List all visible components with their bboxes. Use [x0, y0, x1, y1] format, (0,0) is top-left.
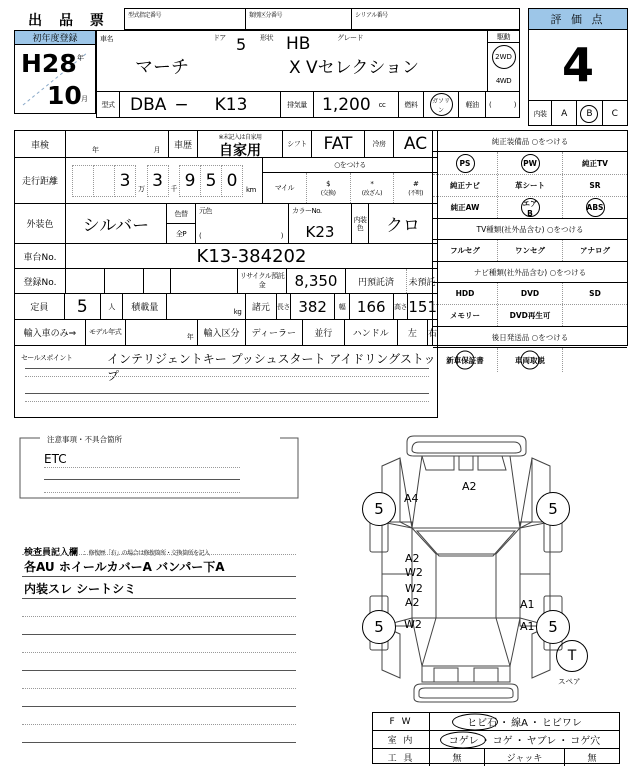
mileage-marks-note: ○をつける	[263, 158, 437, 173]
length-label: 長さ	[277, 294, 292, 319]
equip-hdd[interactable]: HDD	[433, 283, 498, 304]
damage-mark-2: A2	[405, 552, 420, 565]
mileage-man-unit: 万	[138, 185, 145, 193]
bottom-condition-table	[372, 712, 620, 764]
model-code: K13	[214, 94, 248, 115]
vehicle-name-label: 車名	[100, 35, 113, 43]
displacement-label: 排気量	[281, 92, 314, 117]
load-value-cell[interactable]	[167, 294, 246, 319]
mileage-sen-unit: 千	[170, 185, 177, 193]
equip-abs-circle: ABS	[586, 198, 605, 217]
tools-opt-2[interactable]: 無	[587, 754, 597, 764]
sales-point-box	[14, 346, 438, 418]
inspection-row	[14, 130, 438, 158]
handle-right[interactable]: 右	[427, 329, 437, 339]
equip-airbag[interactable]	[498, 197, 563, 218]
drive-2wd[interactable]	[488, 43, 519, 70]
capacity-row	[14, 294, 438, 320]
drive-label: 駆動	[488, 31, 519, 43]
damage-mark-8: A1	[520, 620, 535, 633]
interior-row-options[interactable]	[430, 731, 619, 748]
fw-sep-1: ・	[529, 718, 540, 729]
equip-oneseg[interactable]: ワンセグ	[498, 240, 563, 261]
genuine-equipment-title: 純正装備品 ○をつける	[433, 131, 627, 152]
spare-tire-mark: T	[556, 640, 588, 672]
allpaint-label[interactable]: 全P	[175, 229, 187, 238]
shape-label: 形状	[260, 34, 273, 42]
width-value: 166	[350, 294, 394, 319]
equip-sr[interactable]: SR	[589, 181, 601, 190]
equip-owner-manual[interactable]	[498, 348, 563, 372]
mileage-opt-tamper-sym: *	[370, 179, 374, 188]
equip-warranty-book-circle	[456, 351, 475, 370]
recycle-unpaid[interactable]: 未預託	[408, 277, 436, 288]
registration-month-value: 10	[47, 81, 82, 110]
mileage-last-1: 5	[201, 165, 222, 197]
displacement-value: 1,200	[322, 94, 371, 115]
drive-2wd-circle: 2WD	[492, 45, 516, 69]
spec-label: 諸元	[246, 294, 276, 319]
mileage-opt-exchange-sub: (交換)	[320, 189, 336, 197]
grade-b-circle: B	[580, 105, 598, 123]
tools-opt-1[interactable]: ジャッキ	[485, 749, 565, 766]
registration-month-unit: 月	[81, 95, 88, 103]
original-color-close: )	[280, 232, 283, 240]
length-value: 382	[291, 294, 335, 319]
registration-box	[14, 45, 96, 114]
recycle-value: 8,350	[287, 269, 346, 293]
shift-value: FAT	[312, 131, 365, 157]
handle-label: ハンドル	[345, 320, 398, 345]
load-label: 積載量	[123, 294, 167, 319]
registration-label: 初年度登録	[14, 30, 96, 45]
drive-box	[488, 30, 520, 92]
original-color-label: 元色	[199, 207, 212, 215]
mileage-opt-unknown-sym: #	[412, 179, 419, 188]
seats-value: 5	[65, 294, 101, 319]
model-year-value-cell[interactable]	[126, 320, 199, 345]
exterior-color-value: シルバー	[66, 204, 167, 243]
model-prefix: DBA	[130, 94, 167, 115]
inspector-line-1: 内装スレ シートシミ	[24, 582, 137, 596]
grade-b[interactable]	[577, 101, 602, 126]
model-label: 型式	[97, 92, 120, 117]
mileage-opt-mile[interactable]: マイル	[263, 173, 307, 203]
mileage-opt-unknown-sub: (不明)	[408, 189, 423, 197]
history-cell	[198, 131, 283, 157]
equip-genuine-tv[interactable]: 純正TV	[582, 158, 608, 168]
equip-genuine-navi[interactable]: 純正ナビ	[433, 175, 498, 196]
shaken-month-unit: 月	[153, 146, 160, 154]
equip-dvd[interactable]: DVD	[498, 283, 563, 304]
registration-year-value: H28	[21, 49, 77, 78]
door-label: ドア	[213, 34, 226, 42]
import-class-label: 輸入区分	[198, 320, 246, 345]
fw-row-label: F W	[373, 713, 430, 730]
ruibetsu-kubun-cell	[246, 8, 352, 30]
wheel-mark-front-left: 5	[362, 610, 396, 644]
fw-sep-0: ・	[499, 718, 510, 729]
fuel-diesel[interactable]: 軽油	[459, 92, 486, 117]
fuel-other-close: )	[513, 100, 516, 109]
ac-value: AC	[403, 134, 428, 154]
color-no-cell	[289, 204, 352, 243]
shaken-date-cell[interactable]	[66, 131, 169, 157]
exterior-color-label: 外装色	[15, 204, 66, 243]
interior-opt-3: コゲ穴	[570, 736, 601, 747]
fuel-other-open: (	[489, 100, 492, 109]
wheel-mark-rear-left: 5	[362, 492, 396, 526]
inspector-label: 検査員記入欄	[24, 548, 79, 558]
color-no-label: カラーNo.	[292, 207, 322, 215]
interior-color-label: 内装色	[352, 204, 369, 243]
mileage-opt-exchange-sym: $	[326, 179, 331, 188]
import-row	[14, 320, 438, 346]
mileage-opt-unknown[interactable]	[394, 173, 437, 203]
vehicle-name-value: マーチ	[135, 57, 189, 78]
original-color-cell	[196, 204, 289, 243]
car-damage-diagram	[360, 430, 628, 710]
equip-owner-manual-circle	[521, 351, 540, 370]
grade-label: グレード	[337, 34, 363, 42]
tools-opt-0[interactable]: 無	[430, 749, 485, 766]
chassis-label: 車台No.	[15, 244, 66, 268]
spare-tire-label: スペア	[558, 677, 581, 686]
interior-row-label: 室 内	[373, 731, 430, 748]
mileage-last-0: 9	[179, 165, 201, 197]
door-value: 5	[236, 35, 247, 54]
equip-analog[interactable]: アナログ	[580, 246, 610, 255]
equip-warranty-book-label: 新車保証書	[446, 355, 484, 365]
wheel-mark-front-right: 5	[536, 610, 570, 644]
score-box	[528, 8, 628, 126]
repaint-label[interactable]: 色替	[167, 204, 195, 224]
seats-unit: 人	[101, 294, 123, 319]
equip-fullseg[interactable]: フルセグ	[433, 240, 498, 261]
model-year-label: モデル年式	[86, 320, 126, 345]
mileage-digit-1	[94, 165, 115, 197]
equip-ps-circle: PS	[456, 154, 475, 173]
recycle-label: リサイクル預託金	[238, 269, 287, 293]
reg-blank-3[interactable]	[144, 269, 171, 293]
history-value: 自家用	[219, 143, 261, 159]
inspector-line-0: 各AU ホイールカバーA バンパー下A	[24, 560, 225, 574]
mileage-last-2: 0	[222, 165, 243, 197]
equip-pw-circle: PW	[521, 154, 540, 173]
reg-blank-4[interactable]	[171, 269, 238, 293]
seats-label: 定員	[15, 294, 65, 319]
interior-sep-2: ・	[558, 736, 569, 747]
equip-ps[interactable]	[433, 152, 498, 174]
mileage-km-unit: km	[246, 186, 256, 194]
equip-abs[interactable]	[563, 197, 627, 218]
notes-box	[18, 434, 300, 500]
fw-row-options[interactable]	[430, 713, 619, 730]
interior-sep-0: ・	[480, 736, 491, 747]
mileage-opt-tamper-sub: (改ざん)	[361, 189, 382, 197]
interior-sep-1: ・	[514, 736, 525, 747]
mileage-digit-0	[72, 165, 94, 197]
grade-value: X Vセレクション	[289, 58, 419, 78]
inspector-box	[18, 538, 300, 762]
chassis-row	[14, 244, 438, 269]
chassis-value: K13-384202	[196, 245, 307, 267]
vehicle-name-box	[96, 30, 488, 92]
navi-type-title: ナビ種類(社外品含む) ○をつける	[433, 262, 627, 283]
serial-label: シリアル番号	[355, 12, 388, 19]
tools-row-label: 工 具	[373, 749, 430, 766]
serial-cell	[352, 8, 520, 30]
import-parallel[interactable]: 並行	[303, 320, 345, 345]
grade-c[interactable]: C	[611, 108, 618, 119]
interior-color-value: クロ	[386, 216, 420, 236]
mileage-digit-2: 3	[115, 165, 136, 197]
mileage-opt-tamper[interactable]	[351, 173, 395, 203]
shift-label: シフト	[283, 131, 312, 157]
equip-later-blank[interactable]	[563, 348, 627, 372]
equip-warranty-book[interactable]	[433, 348, 498, 372]
damage-mark-0: A4	[404, 492, 419, 505]
registration-no-row	[14, 269, 438, 294]
fuel-gasoline[interactable]	[424, 92, 459, 117]
import-dealer[interactable]: ディーラー	[246, 320, 303, 345]
mileage-sen-digit: 3	[147, 165, 169, 197]
equip-genuine-aw[interactable]: 純正AW	[433, 197, 498, 218]
later-ship-title: 後日発送品 ○をつける	[433, 327, 627, 348]
equipment-panel	[432, 130, 628, 365]
interior-circle-mark	[440, 731, 486, 748]
fw-opt-0: ヒビ石	[467, 718, 498, 729]
registration-year-unit: 年	[77, 54, 84, 62]
reg-blank-1[interactable]	[66, 269, 105, 293]
shaken-year-unit: 年	[92, 146, 99, 154]
ruibetsu-kubun-label: 類別区分番号	[249, 12, 283, 19]
grade-a[interactable]: A	[552, 101, 577, 126]
notes-label: 注意事項・不具合箇所	[44, 434, 125, 445]
sales-point-value: インテリジェントキー プッシュスタート アイドリングストップ	[107, 352, 436, 383]
equip-navi-blank[interactable]	[563, 305, 627, 326]
fuel-gasoline-circle: ガソリン	[430, 93, 453, 116]
equip-dvd-playable[interactable]: DVD再生可	[498, 305, 563, 326]
fw-opt-1: 線A	[511, 718, 528, 729]
displacement-unit: cc	[378, 100, 386, 109]
fw-circle-mark	[452, 713, 498, 730]
drive-4wd[interactable]: 4WD	[495, 77, 512, 85]
mileage-opt-exchange[interactable]	[307, 173, 351, 203]
inspector-note: ：修復歴「有」の場合は修復箇所・交換箇所を記入	[83, 550, 210, 557]
reg-blank-2[interactable]	[105, 269, 144, 293]
handle-left[interactable]: 左	[398, 320, 428, 345]
damage-mark-3: W2	[405, 566, 423, 579]
sales-point-label: セールスポイント	[21, 354, 73, 362]
color-no-value: K23	[305, 223, 335, 241]
equip-owner-manual-label: 車両取説	[515, 355, 545, 365]
model-year-unit: 年	[186, 333, 194, 341]
interior-grade-label: 内装	[529, 101, 552, 126]
damage-mark-5: A2	[405, 596, 420, 609]
import-label: 輸入車のみ⇒	[15, 320, 86, 345]
original-color-open: (	[199, 232, 202, 240]
score-title: 評 価 点	[529, 9, 627, 30]
equip-memory[interactable]: メモリー	[433, 305, 498, 326]
shaken-label: 車検	[15, 131, 66, 157]
damage-mark-1: A2	[462, 480, 477, 493]
interior-opt-2: ヤブレ	[526, 736, 557, 747]
page-title: 出 品 票	[28, 13, 110, 29]
damage-mark-7: A1	[520, 598, 535, 611]
damage-mark-6: W2	[404, 618, 422, 631]
fuel-label: 燃料	[399, 92, 424, 117]
equip-leather-seat[interactable]: 革シート	[498, 175, 563, 196]
katashiki-shitei-label: 型式指定番号	[128, 12, 162, 19]
notes-line-0: ETC	[44, 452, 67, 466]
equip-sd[interactable]: SD	[589, 289, 601, 298]
mileage-digits-cell[interactable]	[66, 158, 263, 203]
registration-no-label: 登録No.	[15, 269, 66, 293]
height-label: 高さ	[394, 294, 409, 319]
tv-type-title: TV種類(社外品含む) ○をつける	[433, 219, 627, 240]
load-unit: kg	[233, 308, 242, 316]
color-row	[14, 204, 438, 244]
history-note: ※末記入は自家用	[218, 134, 262, 141]
ac-label: 冷房	[365, 131, 394, 157]
interior-opt-1: コゲ	[492, 736, 513, 747]
katashiki-shitei-cell	[124, 8, 246, 30]
model-row	[96, 92, 520, 118]
interior-opt-0: コゲレ	[448, 736, 479, 747]
width-label: 幅	[335, 294, 350, 319]
mileage-row	[14, 158, 438, 204]
recycle-yen[interactable]: 円預託済	[346, 269, 407, 293]
history-label: 車歴	[169, 131, 198, 157]
equip-airbag-circle: エアB	[522, 198, 538, 218]
wheel-mark-rear-right: 5	[536, 492, 570, 526]
equip-pw[interactable]	[498, 152, 563, 174]
mileage-label: 走行距離	[15, 158, 66, 203]
fw-opt-2: ヒビワレ	[541, 718, 582, 729]
score-value: 4	[561, 38, 594, 92]
damage-mark-4: W2	[405, 582, 423, 595]
height-value: 151	[408, 297, 437, 316]
shape-value: HB	[286, 34, 311, 54]
model-dash: −	[174, 94, 189, 115]
